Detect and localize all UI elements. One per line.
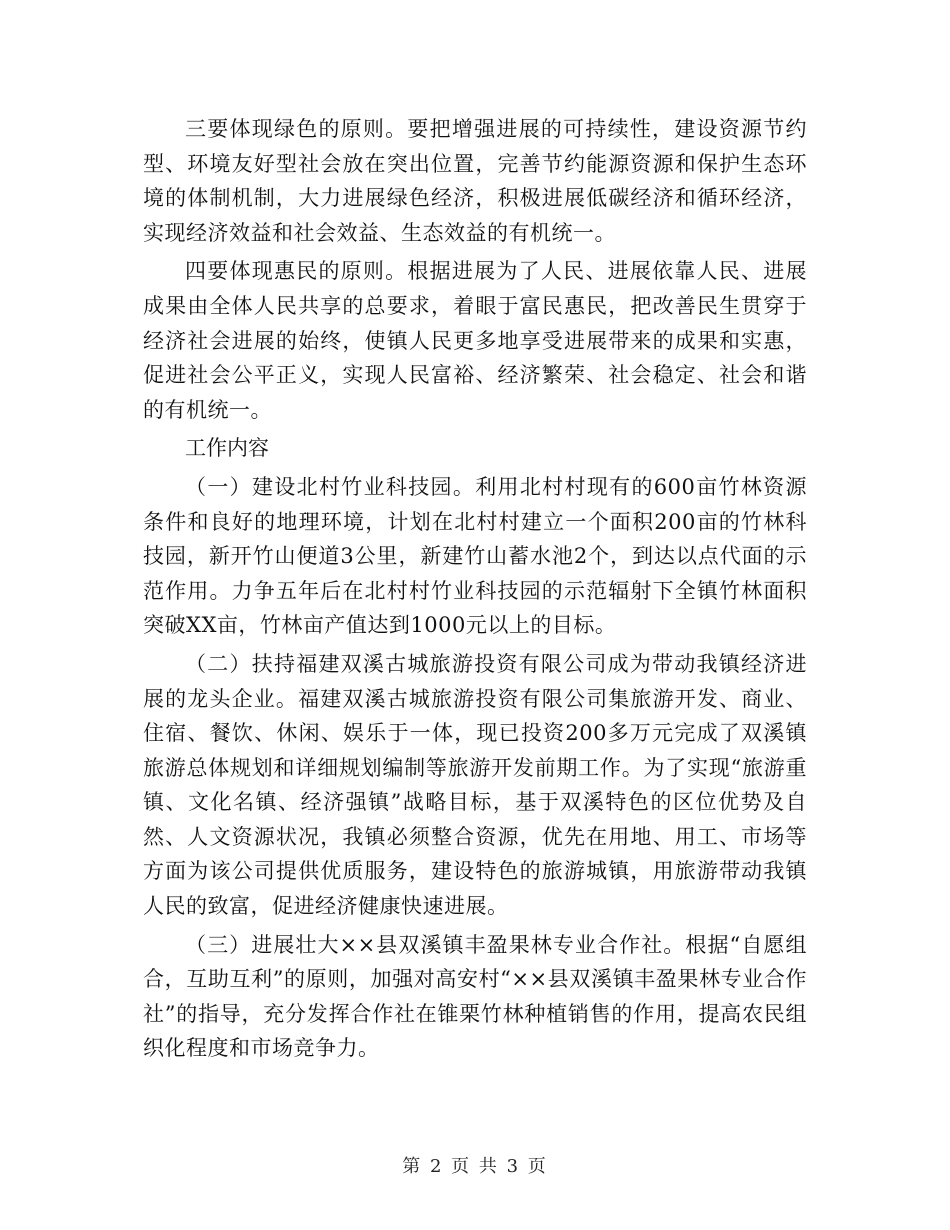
paragraph-bamboo-park: （一）建设北村竹业科技园。利用北村村现有的600亩竹林资源条件和良好的地理环境，计划在北村村建立一个面积200亩的竹林科技园，新开竹山便道3公里，新建竹山蓄水池2个，到达以点代面的示范作用。力争五年后在北村村竹业科技园的示范辐射下全镇竹林面积突破XX亩，竹林亩产值达到1000元以上的目标。 [143,474,807,638]
paragraph-people-principle: 四要体现惠民的原则。根据进展为了人民、进展依靠人民、进展成果由全体人民共享的总要求，着眼于富民惠民，把改善民生贯穿于经济社会进展的始终，使镇人民更多地享受进展带来的成果和实惠，促进社会公平正义，实现人民富裕、经济繁荣、社会稳定、社会和谐的有机统一。 [143,259,807,422]
document-body [143,112,807,1070]
paragraph-cooperative: （三）进展壮大××县双溪镇丰盈果林专业合作社。根据“自愿组合，互助互利”的原则，加强对高安村“××县双溪镇丰盈果林专业合作社”的指导，充分发挥合作社在锥栗竹林种植销售的作用，提高农民组织化程度和市场竞争力。 [143,932,807,1061]
paragraph-tourism-company: （二）扶持福建双溪古城旅游投资有限公司成为带动我镇经济进展的龙头企业。福建双溪古城旅游投资有限公司集旅游开发、商业、住宿、餐饮、休闲、娱乐于一体，现已投资200多万元完成了双溪镇旅游总体规划和详细规划编制等旅游开发前期工作。为了实现“旅游重镇、文化名镇、经济强镇”战略目标，基于双溪特色的区位优势及自然、人文资源状况，我镇必须整合资源，优先在用地、用工、市场等方面为该公司提供优质服务，建设特色的旅游城镇，用旅游带动我镇人民的致富，促进经济健康快速进展。 [143,651,807,919]
paragraph-green-principle: 三要体现绿色的原则。要把增强进展的可持续性，建设资源节约型、环境友好型社会放在突出位置，完善节约能源资源和保护生态环境的体制机制，大力进展绿色经济，积极进展低碳经济和循环经济，实现经济效益和社会效益、生态效益的有机统一。 [143,117,807,245]
section-heading-work-content: 工作内容 [185,436,269,461]
page-number-footer: 第 2 页 共 3 页 [402,1156,548,1177]
